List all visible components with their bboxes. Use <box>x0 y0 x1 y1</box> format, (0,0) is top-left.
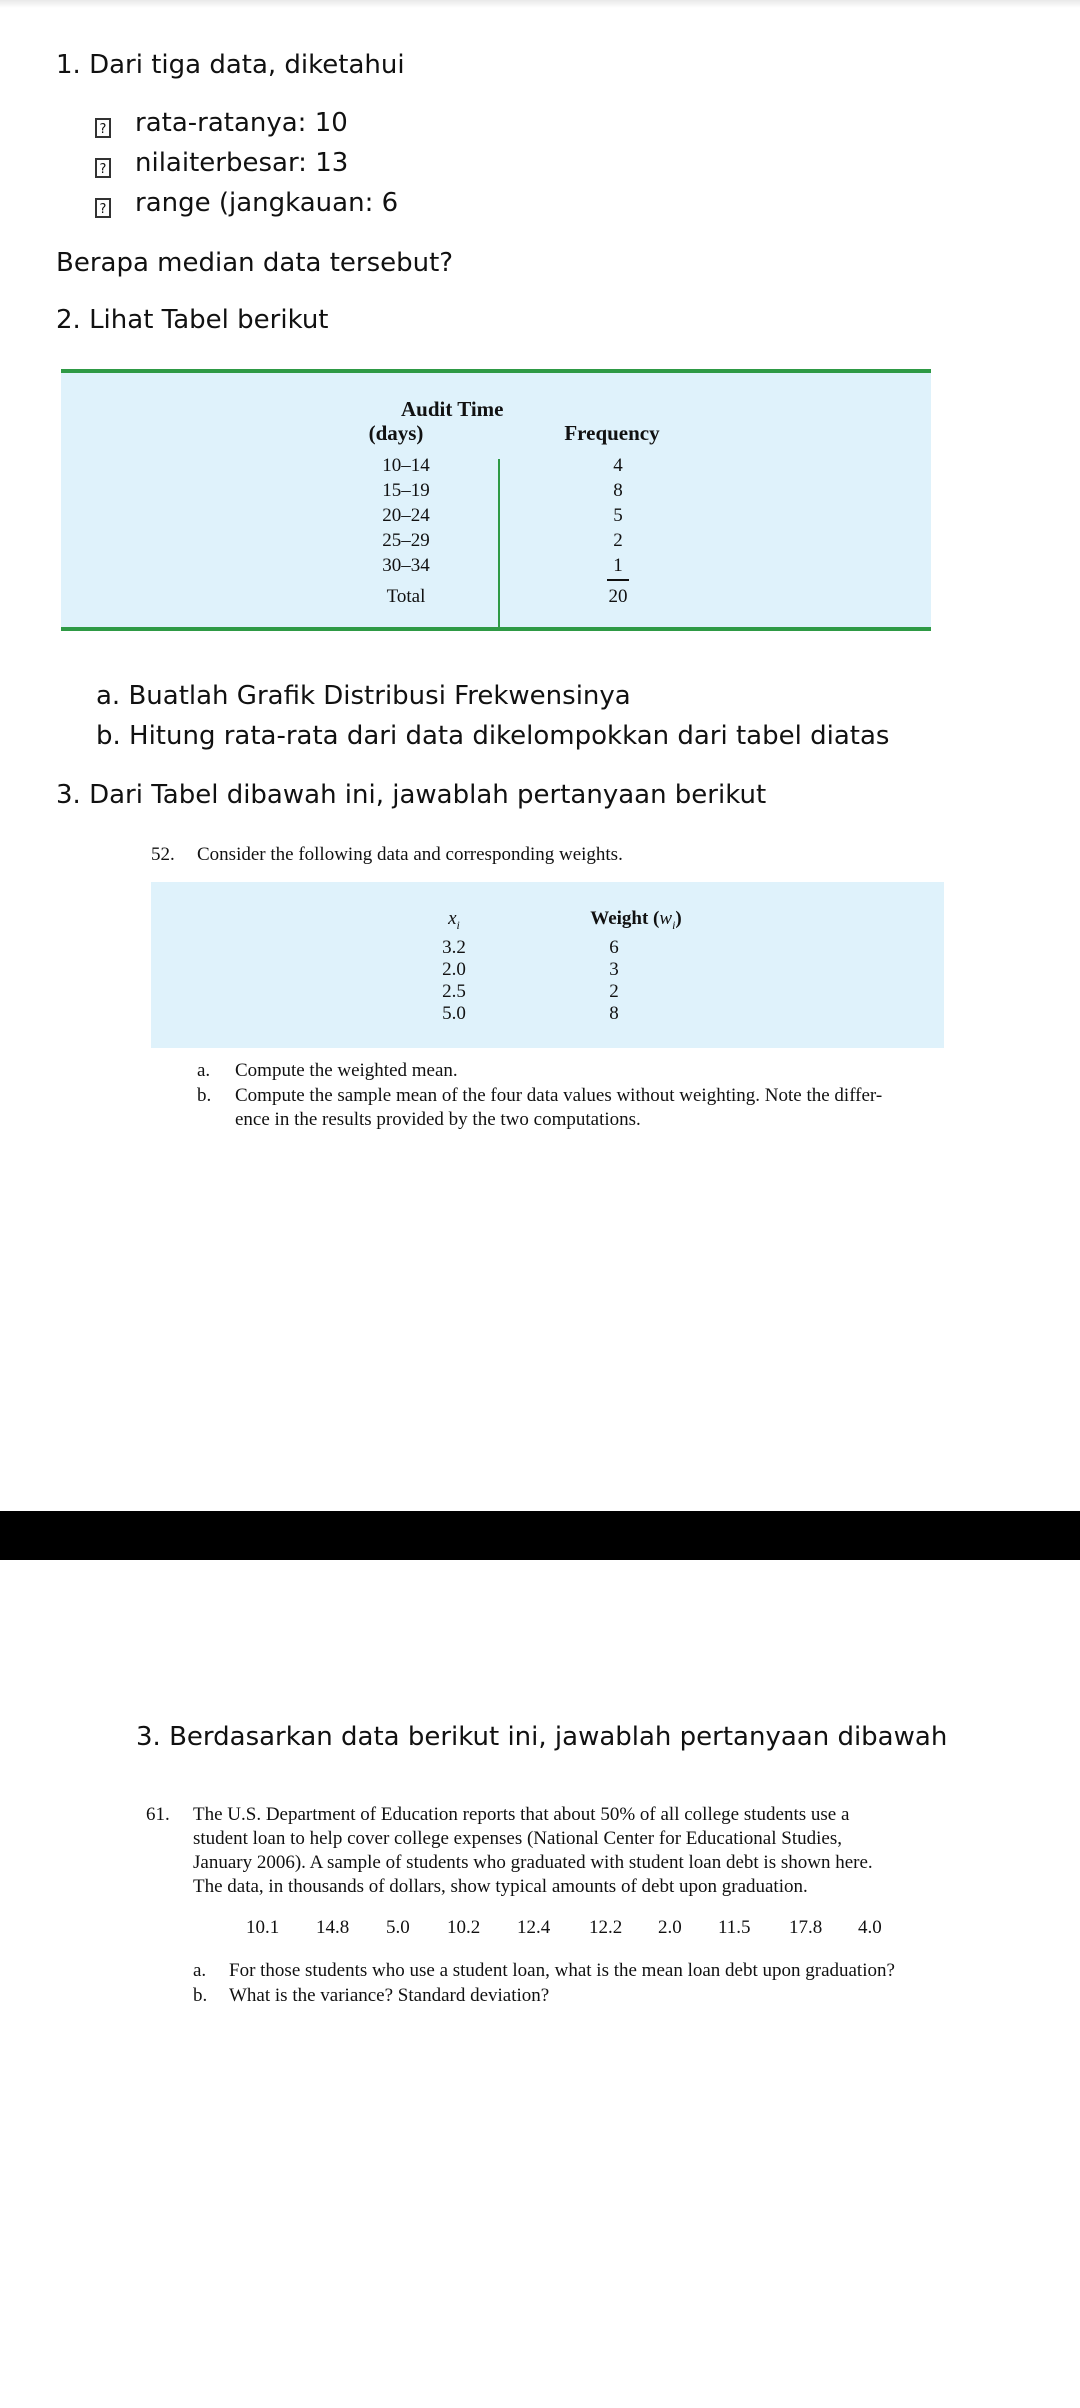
col-header-frequency: Frequency <box>564 421 660 445</box>
col-header-weight: Weight $(w_i)$ <box>590 908 682 932</box>
col-header-days: (days) <box>368 421 424 445</box>
loan-value: 2.0 <box>658 1917 682 1938</box>
q4-line: The data, in thousands of dollars, show typical amounts of debt upon graduation. <box>193 1876 808 1897</box>
table-total-label: Total <box>386 586 426 607</box>
table-row-weight: 8 <box>609 1003 619 1024</box>
q1-bullet-text: nilaiterbesar: 13 <box>135 148 349 178</box>
total-underline <box>607 579 629 581</box>
table-row-frequency: 8 <box>613 480 623 501</box>
q3-title: 3. Dari Tabel dibawah ini, jawablah pertanyaan berikut <box>56 780 767 810</box>
loan-value: 4.0 <box>858 1917 882 1938</box>
q4-problem-number: 61. <box>146 1804 170 1825</box>
q3-problem-text: Consider the following data and corresponding weights. <box>197 844 623 865</box>
missing-glyph-icon: ? <box>95 118 111 138</box>
q2-item-a: a. Buatlah Grafik Distribusi Frekwensinya <box>96 681 631 711</box>
q1-bullet-1 <box>95 106 348 140</box>
audit-time-table <box>61 369 931 631</box>
q1-bullet-text: rata-ratanya: 10 <box>135 108 348 138</box>
q3-b-text-line1: Compute the sample mean of the four data values without weighting. Note the differ- <box>235 1085 883 1106</box>
table-row-frequency: 2 <box>613 530 623 551</box>
q1-bullet-2 <box>95 146 348 180</box>
table-row-range: 10–14 <box>382 455 430 476</box>
weights-table <box>151 882 944 1048</box>
table-row-range: 20–24 <box>382 505 430 526</box>
q3-b-label: b. <box>197 1085 212 1106</box>
q1-title: 1. Dari tiga data, diketahui <box>56 50 405 80</box>
table-row-weight: 6 <box>609 937 619 958</box>
table-row-x: 3.2 <box>442 937 466 958</box>
q3-a-label: a. <box>197 1060 211 1081</box>
top-shadow <box>0 0 1080 8</box>
loan-value: 12.2 <box>589 1917 623 1938</box>
q1-bullet-3 <box>95 186 398 220</box>
q4-line: student loan to help cover college expenses (National Center for Educational Studies, <box>193 1828 842 1849</box>
table-row-x: 2.0 <box>442 959 466 980</box>
q4-a-text: For those students who use a student loan, what is the mean loan debt upon graduation? <box>229 1960 895 1981</box>
table-row-range: 25–29 <box>382 530 430 551</box>
q2-title: 2. Lihat Tabel berikut <box>56 305 329 335</box>
loan-value: 11.5 <box>718 1917 751 1938</box>
q3-problem-number: 52. <box>151 844 175 865</box>
q1-bullet-text: range (jangkauan: 6 <box>135 188 399 218</box>
q4-b-label: b. <box>193 1985 208 2006</box>
loan-value: 14.8 <box>316 1917 350 1938</box>
q4-line: January 2006). A sample of students who graduated with student loan debt is shown here. <box>193 1852 873 1873</box>
q4-a-label: a. <box>193 1960 207 1981</box>
table-row-frequency: 5 <box>613 505 623 526</box>
q2-item-b: b. Hitung rata-rata dari data dikelompokkan dari tabel diatas <box>96 721 890 751</box>
loan-value: 10.1 <box>246 1917 280 1938</box>
col-header-audit-time: Audit Time <box>401 397 504 421</box>
table-row-x: 5.0 <box>442 1003 466 1024</box>
table-row-x: 2.5 <box>442 981 466 1002</box>
q3-a-text: Compute the weighted mean. <box>235 1060 458 1081</box>
black-divider-bar <box>0 1511 1080 1560</box>
q1-question: Berapa median data tersebut? <box>56 248 454 278</box>
table-row-range: 30–34 <box>382 555 430 576</box>
q4-title: 3. Berdasarkan data berikut ini, jawablah pertanyaan dibawah <box>136 1722 948 1752</box>
loan-value: 5.0 <box>386 1917 410 1938</box>
col-header-x: $x_i$ <box>448 908 460 932</box>
table-row-range: 15–19 <box>382 480 430 501</box>
q4-b-text: What is the variance? Standard deviation? <box>229 1985 550 2006</box>
q3-b-text-line2: ence in the results provided by the two computations. <box>235 1109 641 1130</box>
table-total-value: 20 <box>608 586 628 607</box>
table-row-frequency: 1 <box>613 555 623 576</box>
loan-value: 12.4 <box>517 1917 551 1938</box>
loan-value: 10.2 <box>447 1917 481 1938</box>
table-divider <box>498 459 500 631</box>
table-row-weight: 2 <box>609 981 619 1002</box>
missing-glyph-icon: ? <box>95 198 111 218</box>
q4-problem-paragraph <box>193 1803 938 1899</box>
loan-value: 17.8 <box>789 1917 823 1938</box>
missing-glyph-icon: ? <box>95 158 111 178</box>
q4-line: The U.S. Department of Education reports that about 50% of all college students use a <box>193 1804 850 1825</box>
table-row-weight: 3 <box>609 959 619 980</box>
table-row-frequency: 4 <box>613 455 623 476</box>
